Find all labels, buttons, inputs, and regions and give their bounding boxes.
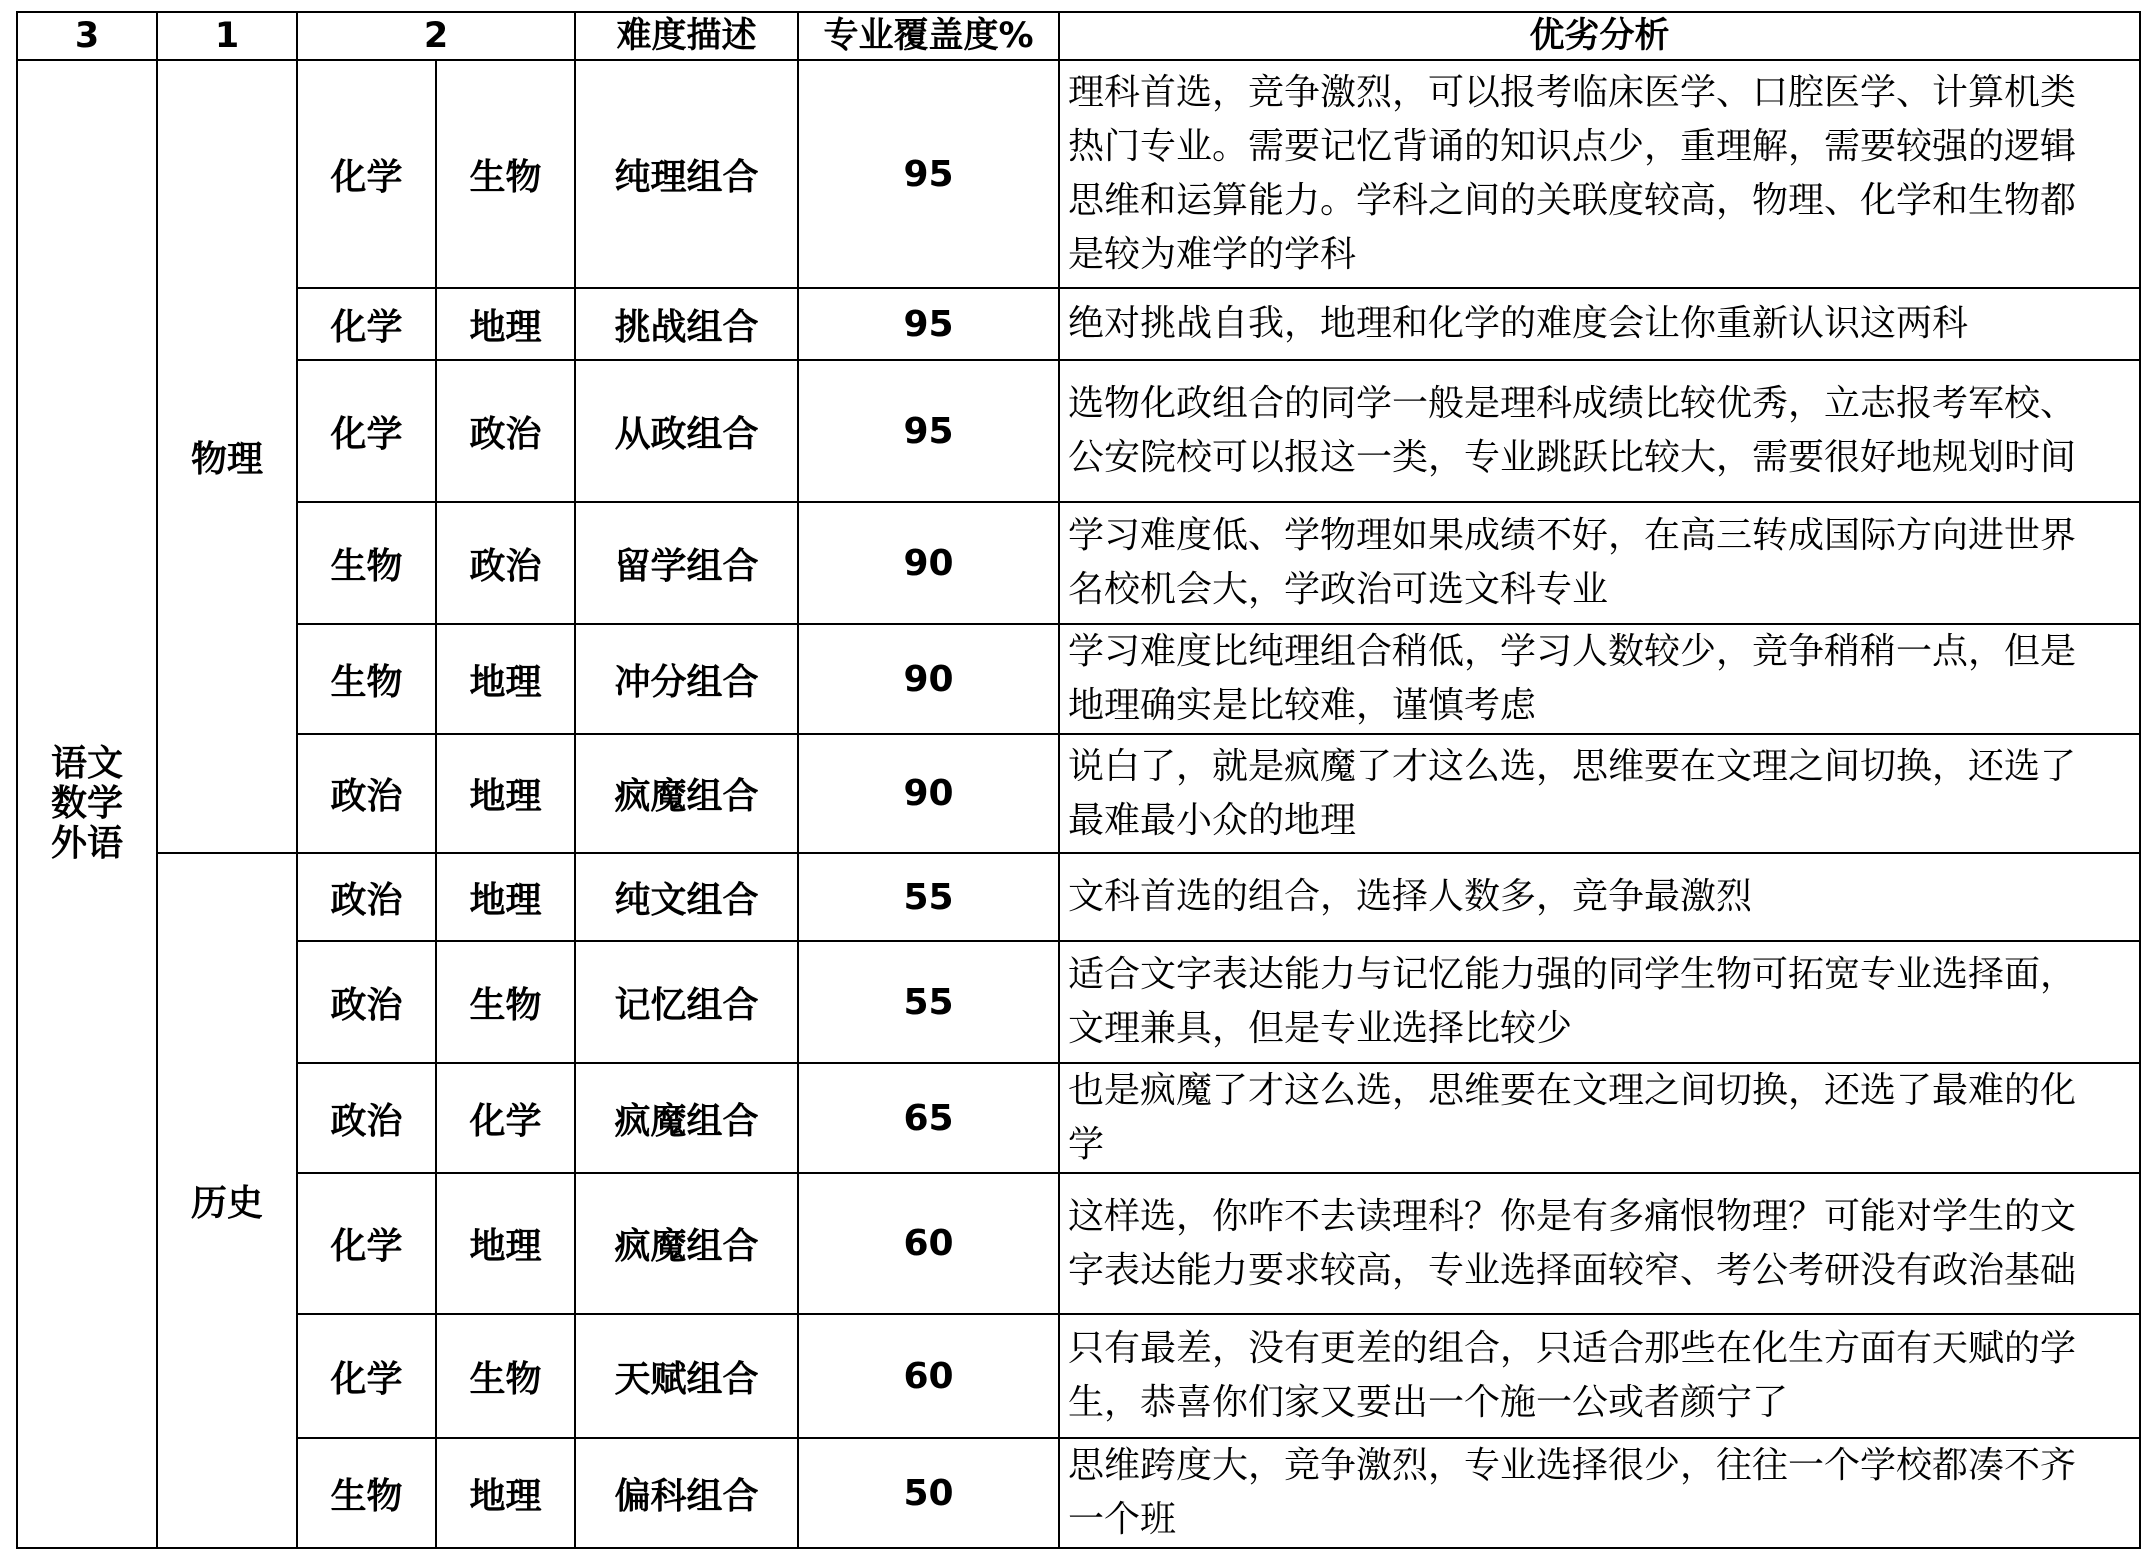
analysis-line: 一个班: [1068, 1499, 1177, 1540]
analysis-line: 说白了，就是疯魔了才这么选，思维要在文理之间切换，还选了: [1068, 745, 2077, 787]
table-row: [17, 1438, 2140, 1548]
second-subject-1: 化学: [297, 360, 436, 502]
second-subject-2: 地理: [436, 1438, 575, 1548]
analysis-line: 地理确实是比较难，谨慎考虑: [1068, 685, 1537, 726]
combination-name: 疯魔组合: [575, 734, 798, 853]
analysis-line: 字表达能力要求较高，专业选择面较窄、考公考研没有政治基础: [1068, 1249, 2077, 1291]
analysis-line: 绝对挑战自我，地理和化学的难度会让你重新认识这两科: [1068, 303, 1969, 344]
second-subject-2: 政治: [436, 502, 575, 624]
analysis-cell: [1059, 624, 2140, 734]
required-subject: 数学: [50, 783, 123, 824]
second-subject-2: 地理: [436, 624, 575, 734]
coverage-value: 90: [798, 734, 1059, 853]
second-subject-2: 地理: [436, 1173, 575, 1314]
second-subject-1: 生物: [297, 1438, 436, 1548]
second-subject-2: 生物: [436, 1314, 575, 1438]
table-row: [17, 288, 2140, 360]
table-row: [17, 502, 2140, 624]
coverage-value: 95: [798, 60, 1059, 288]
subject-combination-table: [16, 11, 2141, 1549]
coverage-value: 60: [798, 1314, 1059, 1438]
analysis-cell: [1059, 360, 2140, 502]
combination-name: 挑战组合: [575, 288, 798, 360]
analysis-cell: [1059, 1438, 2140, 1548]
coverage-value: 60: [798, 1173, 1059, 1314]
required-subjects-cell: [17, 60, 157, 1548]
combination-name: 留学组合: [575, 502, 798, 624]
second-subject-1: 化学: [297, 1173, 436, 1314]
second-subject-1: 政治: [297, 941, 436, 1063]
second-subject-2: 化学: [436, 1063, 575, 1173]
analysis-line: 思维和运算能力。学科之间的关联度较高，物理、化学和生物都: [1068, 180, 2077, 221]
table-row: [17, 941, 2140, 1063]
coverage-value: 55: [798, 941, 1059, 1063]
table-row: [17, 1063, 2140, 1173]
table-row: [17, 60, 2140, 288]
analysis-line: 选物化政组合的同学一般是理科成绩比较优秀，立志报考军校、: [1068, 383, 2077, 424]
combination-name: 从政组合: [575, 360, 798, 502]
second-subject-1: 化学: [297, 288, 436, 360]
analysis-cell: [1059, 853, 2140, 941]
coverage-value: 95: [798, 288, 1059, 360]
second-subject-2: 地理: [436, 288, 575, 360]
analysis-line: 理科首选，竞争激烈，可以报考临床医学、口腔医学、计算机类: [1068, 72, 2077, 113]
second-subject-1: 政治: [297, 734, 436, 853]
analysis-cell: [1059, 1173, 2140, 1314]
second-subject-1: 生物: [297, 624, 436, 734]
analysis-line: 适合文字表达能力与记忆能力强的同学生物可拓宽专业选择面，: [1068, 954, 2077, 995]
second-subject-2: 生物: [436, 941, 575, 1063]
coverage-value: 90: [798, 624, 1059, 734]
table-row: [17, 1173, 2140, 1314]
table-row: [17, 360, 2140, 502]
header-col3: 3: [17, 12, 157, 60]
analysis-line: 是较为难学的学科: [1068, 234, 1357, 275]
analysis-line: 文理兼具，但是专业选择比较少: [1068, 1008, 1573, 1049]
combination-name: 纯文组合: [575, 853, 798, 941]
header-difficulty: 难度描述: [575, 12, 798, 60]
analysis-line: 只有最差，没有更差的组合，只适合那些在化生方面有天赋的学: [1068, 1328, 2077, 1369]
analysis-cell: [1059, 60, 2140, 288]
coverage-value: 95: [798, 360, 1059, 502]
analysis-cell: [1059, 734, 2140, 853]
combination-name: 冲分组合: [575, 624, 798, 734]
second-subject-1: 政治: [297, 1063, 436, 1173]
combination-name: 疯魔组合: [575, 1173, 798, 1314]
header-col1: 1: [157, 12, 297, 60]
combination-name: 疯魔组合: [575, 1063, 798, 1173]
required-subject: 语文: [50, 743, 123, 784]
analysis-line: 名校机会大，学政治可选文科专业: [1068, 569, 1609, 610]
second-subject-1: 化学: [297, 60, 436, 288]
analysis-line: 这样选，你咋不去读理科？你是有多痛恨物理？可能对学生的文: [1068, 1195, 2077, 1237]
second-subject-1: 化学: [297, 1314, 436, 1438]
analysis-line: 思维跨度大，竞争激烈，专业选择很少，往往一个学校都凑不齐: [1068, 1445, 2077, 1486]
analysis-cell: [1059, 941, 2140, 1063]
required-subject: 外语: [50, 823, 123, 864]
analysis-line: 也是疯魔了才这么选，思维要在文理之间切换，还选了最难的化: [1068, 1070, 2077, 1111]
analysis-line: 热门专业。需要记忆背诵的知识点少，重理解，需要较强的逻辑: [1068, 126, 2077, 167]
analysis-line: 公安院校可以报这一类，专业跳跃比较大，需要很好地规划时间: [1068, 437, 2077, 478]
second-subject-2: 政治: [436, 360, 575, 502]
second-subject-1: 生物: [297, 502, 436, 624]
combination-name: 天赋组合: [575, 1314, 798, 1438]
analysis-cell: [1059, 288, 2140, 360]
table-row: [17, 734, 2140, 853]
analysis-line: 学习难度低、学物理如果成绩不好，在高三转成国际方向进世界: [1068, 515, 2077, 556]
table-row: [17, 624, 2140, 734]
header-coverage: 专业覆盖度%: [798, 12, 1059, 60]
analysis-line: 生，恭喜你们家又要出一个施一公或者颜宁了: [1068, 1382, 1789, 1423]
analysis-cell: [1059, 502, 2140, 624]
combination-name: 偏科组合: [575, 1438, 798, 1548]
analysis-line: 学习难度比纯理组合稍低，学习人数较少，竞争稍稍一点，但是: [1068, 631, 2077, 672]
second-subject-2: 地理: [436, 734, 575, 853]
header-col2: 2: [297, 12, 575, 60]
coverage-value: 65: [798, 1063, 1059, 1173]
analysis-line: 最难最小众的地理: [1068, 799, 1357, 841]
second-subject-1: 政治: [297, 853, 436, 941]
second-subject-2: 地理: [436, 853, 575, 941]
first-subject-cell: 历史: [157, 853, 297, 1548]
header-analysis: 优劣分析: [1059, 12, 2140, 60]
second-subject-2: 生物: [436, 60, 575, 288]
coverage-value: 50: [798, 1438, 1059, 1548]
analysis-cell: [1059, 1314, 2140, 1438]
analysis-line: 学: [1068, 1124, 1105, 1165]
header-row: [17, 12, 2140, 60]
coverage-value: 90: [798, 502, 1059, 624]
coverage-value: 55: [798, 853, 1059, 941]
combination-name: 记忆组合: [575, 941, 798, 1063]
table-row: [17, 1314, 2140, 1438]
table-row: [17, 853, 2140, 941]
analysis-cell: [1059, 1063, 2140, 1173]
first-subject-cell: 物理: [157, 60, 297, 853]
analysis-line: 文科首选的组合，选择人数多，竞争最激烈: [1068, 876, 1753, 917]
combination-name: 纯理组合: [575, 60, 798, 288]
